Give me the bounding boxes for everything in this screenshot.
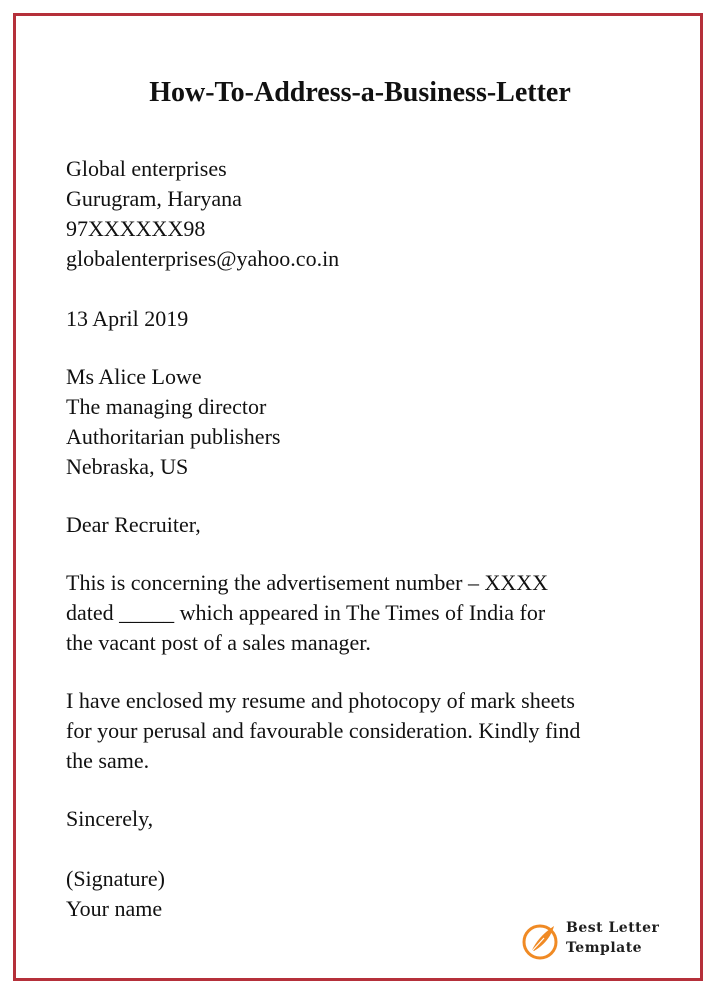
recipient-title: The managing director: [66, 394, 267, 419]
recipient-company: Authoritarian publishers: [66, 424, 281, 449]
logo-line-2: Template: [566, 940, 643, 956]
body-paragraph-1: [66, 568, 686, 658]
sender-company: Global enterprises: [66, 156, 227, 181]
signer-name: Your name: [66, 896, 163, 921]
paragraph-line: the same.: [66, 748, 150, 773]
sender-phone: 97XXXXXX98: [66, 216, 206, 241]
paragraph-line: the vacant post of a sales manager.: [66, 630, 371, 655]
recipient-name: Ms Alice Lowe: [66, 364, 202, 389]
signature-placeholder: (Signature): [66, 866, 165, 891]
date-text: 13 April 2019: [66, 306, 189, 331]
sender-location: Gurugram, Haryana: [66, 186, 242, 211]
closing-text: Sincerely,: [66, 806, 154, 831]
logo-line-1: Best Letter: [566, 920, 660, 936]
logo-wordmark: [566, 918, 659, 958]
paragraph-line: This is concerning the advertisement number – XXXX: [66, 570, 549, 595]
paragraph-line: dated _____ which appeared in The Times of India for: [66, 600, 546, 625]
best-letter-template-logo: [522, 914, 682, 970]
paragraph-line: I have enclosed my resume and photocopy of mark sheets: [66, 688, 575, 713]
body-paragraph-2: [66, 686, 686, 776]
recipient-address: [66, 362, 686, 482]
letter-title: How-To-Address-a-Business-Letter: [149, 77, 571, 108]
closing: [66, 804, 686, 834]
salutation-text: Dear Recruiter,: [66, 512, 201, 537]
sender-email: globalenterprises@yahoo.co.in: [66, 246, 340, 271]
sender-address: [66, 154, 686, 274]
paragraph-line: for your perusal and favourable consideration. Kindly find: [66, 718, 581, 743]
salutation: [66, 510, 686, 540]
letter-date: [66, 304, 686, 334]
quill-logo-icon: [522, 920, 562, 960]
recipient-location: Nebraska, US: [66, 454, 189, 479]
